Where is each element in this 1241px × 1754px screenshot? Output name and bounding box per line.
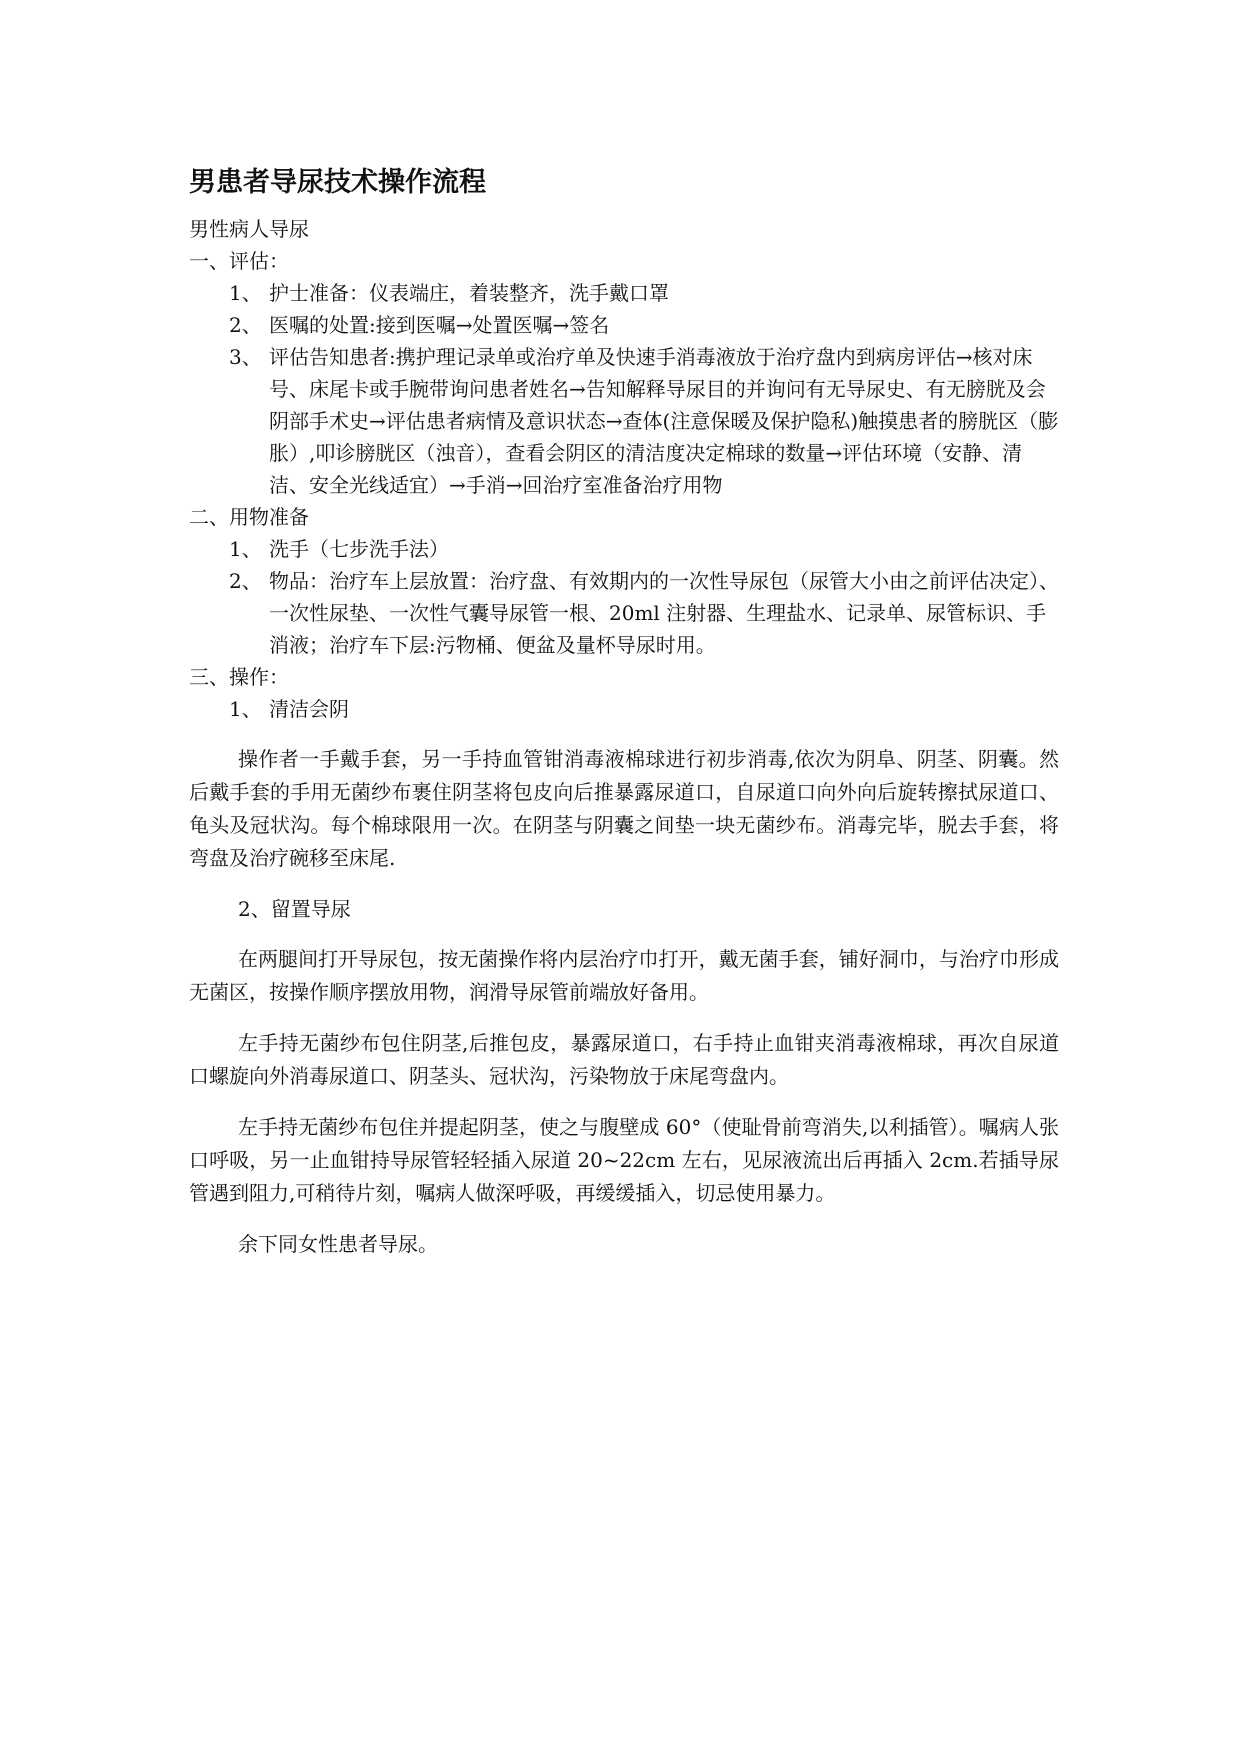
section-heading-operation: 三、操作： [189,665,289,689]
document-title: 男患者导尿技术操作流程 [189,167,486,198]
paragraph-clean-perineum: 操作者一手戴手套，另一手持血管钳消毒液棉球进行初步消毒,依次为阴阜、阴茎、阴囊。然后戴手套的手用无菌纱布裹住阴茎将包皮向后推暴露尿道口，自尿道口向外向后旋转擦拭尿道口、龟头及冠状沟。每个棉球限用一次。在阴茎与阴囊之间垫一块无菌纱布。消毒完毕，脱去手套，将弯盘及治疗碗移至床尾. [189,747,1059,870]
list-item [189,341,1059,501]
list-item-text: 清洁会阴 [269,697,349,721]
list-item-number: 1、 [229,697,262,721]
list-item-text: 洗手（七步洗手法） [269,537,449,561]
section-heading-assessment: 一、评估： [189,249,289,273]
paragraph-open-kit: 在两腿间打开导尿包，按无菌操作将内层治疗巾打开，戴无菌手套，铺好洞巾，与治疗巾形成无菌区，按操作顺序摆放用物，润滑导尿管前端放好备用。 [189,947,1059,1004]
document-subtitle: 男性病人导尿 [189,217,309,241]
paragraph-remainder: 余下同女性患者导尿。 [238,1232,438,1256]
list-item [189,565,1059,661]
list-item [189,533,1059,565]
list-item-number: 1、 [229,281,262,305]
document-page [189,165,1059,1261]
list-item [189,309,1059,341]
list-item-text: 护士准备：仪表端庄，着装整齐，洗手戴口罩 [269,281,669,305]
list-item [189,277,1059,309]
section-heading-supplies: 二、用物准备 [189,505,309,529]
list-item-number: 2、 [229,569,262,593]
list-item-text: 评估告知患者:携护理记录单或治疗单及快速手消毒液放于治疗盘内到病房评估→核对床号、床尾卡或手腕带询问患者姓名→告知解释导尿目的并询问有无导尿史、有无膀胱及会阴部手术史→评估患者病情及意识状态→查体(注意保暖及保护隐私)触摸患者的膀胱区（膨胀）,叩诊膀胱区（浊音），查看会阴区的清洁度决定棉球的数量→评估环境（安静、清洁、安全光线适宜）→手消→回治疗室准备治疗用物 [269,345,1059,497]
list-item-number: 1、 [229,537,262,561]
list-item [189,693,1059,725]
list-item-number: 3、 [229,345,262,369]
paragraph-insert-catheter: 左手持无菌纱布包住并提起阴茎，使之与腹壁成 60°（使耻骨前弯消失,以利插管）。嘱病人张口呼吸，另一止血钳持导尿管轻轻插入尿道 20~22cm 左右，见尿液流出后再插入 2cm.若插导尿管遇到阻力,可稍待片刻，嘱病人做深呼吸，再缓缓插入，切忌使用暴力。 [189,1115,1059,1205]
paragraph-disinfect: 左手持无菌纱布包住阴茎,后推包皮，暴露尿道口，右手持止血钳夹消毒液棉球，再次自尿道口螺旋向外消毒尿道口、阴茎头、冠状沟，污染物放于床尾弯盘内。 [189,1031,1059,1088]
list-item-text: 医嘱的处置:接到医嘱→处置医嘱→签名 [269,313,610,337]
list-item-text: 物品：治疗车上层放置：治疗盘、有效期内的一次性导尿包（尿管大小由之前评估决定）、一次性尿垫、一次性气囊导尿管一根、20ml 注射器、生理盐水、记录单、尿管标识、手消液；治疗车下层:污物桶、便盆及量杯导尿时用。 [269,569,1059,657]
list-item-number: 2、 [229,313,262,337]
step-heading-indwelling-catheter: 2、留置导尿 [238,897,351,921]
